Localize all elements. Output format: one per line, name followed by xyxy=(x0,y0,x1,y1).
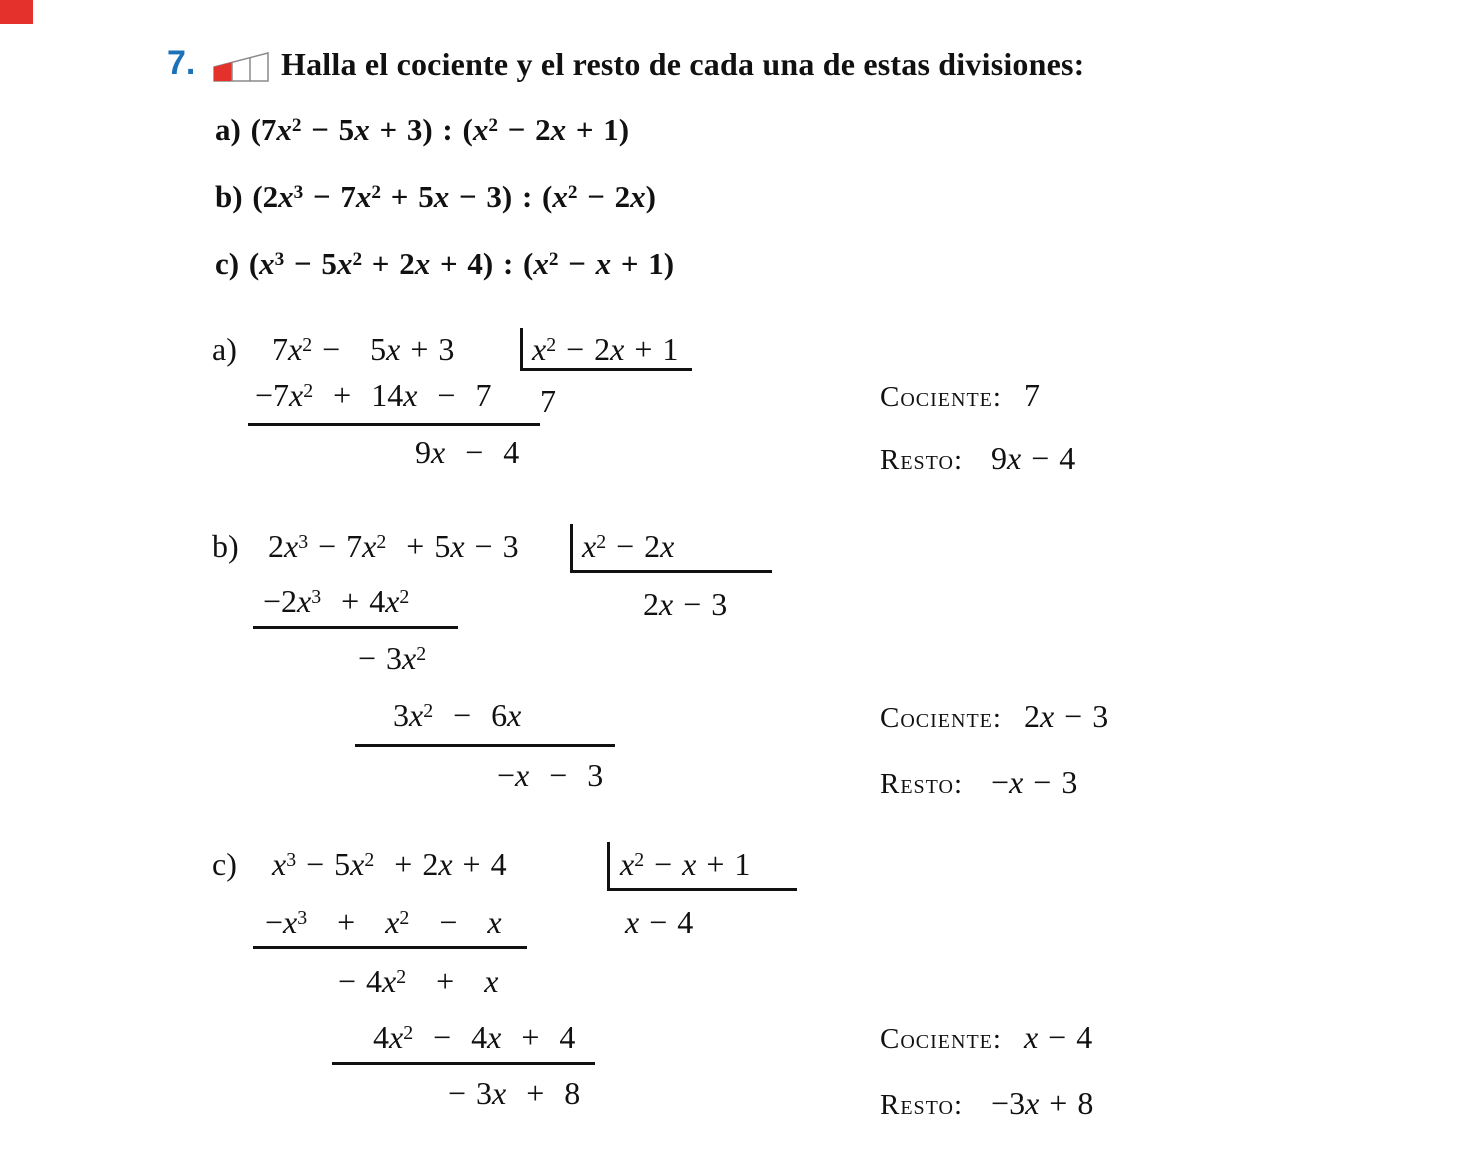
solution-a-quotient: 7 xyxy=(540,383,556,419)
exercise-title: Halla el cociente y el resto de cada una de estas divisiones: xyxy=(281,46,1085,82)
subtraction-line-b1 xyxy=(253,626,458,629)
resto-value-b: −x − 3 xyxy=(991,764,1078,800)
division-bracket-horizontal-a xyxy=(520,368,692,371)
solution-c-divisor: $x^2 - x + 1$ xyxy=(620,846,751,882)
exercise-number: 7. xyxy=(167,44,196,82)
solution-c-dividend: $x^3 - 5x^2 + 2x + 4$ xyxy=(272,846,507,882)
resto-label-b: Resto: xyxy=(880,768,964,800)
division-bracket-vertical-a xyxy=(520,328,523,370)
problem-c: c) $(x^3 - 5x^2 + 2x + 4)$ : $(x^2 - x + 1)$ xyxy=(215,246,675,281)
solution-b-step-1: $-2x^3 + 4x^2$ xyxy=(263,583,410,619)
solution-a-divisor: $x^2 - 2x + 1$ xyxy=(532,331,679,367)
resto-value-c: −3x + 8 xyxy=(991,1085,1094,1121)
solution-b-divisor: $x^2 - 2x$ xyxy=(582,528,675,564)
resto-row-a xyxy=(880,440,1075,478)
problem-a: a) $(7x^2 - 5x + 3)$ : $(x^2 - 2x + 1)$ xyxy=(215,112,630,147)
solution-b-step-3: $3x^2 - 6x$ xyxy=(393,697,522,733)
solution-c-step-2: − $4x^2 + x$ xyxy=(338,963,499,999)
resto-label-a: Resto: xyxy=(880,444,964,476)
solution-a-dividend: $7x^2 - 5x + 3$ xyxy=(272,331,455,367)
cociente-value-c: x − 4 xyxy=(1023,1019,1093,1055)
solution-c-step-1: $-x^3 + x^2 - x$ xyxy=(265,904,502,940)
resto-row-c xyxy=(880,1085,1093,1123)
solution-c-quotient: x − 4 xyxy=(625,904,694,940)
cociente-row-b xyxy=(880,698,1108,736)
resto-value-a: 9x − 4 xyxy=(991,440,1076,476)
problem-b: b) $(2x^3 - 7x^2 + 5x - 3)$ : $(x^2 - 2x)$ xyxy=(215,179,656,214)
subtraction-line-a xyxy=(248,423,540,426)
resto-label-c: Resto: xyxy=(880,1089,964,1121)
cociente-row-c xyxy=(880,1019,1092,1057)
cociente-value-b: 2x − 3 xyxy=(1023,698,1109,734)
page-corner-tab xyxy=(0,0,33,24)
resto-row-b xyxy=(880,764,1077,802)
cociente-row-a xyxy=(880,377,1040,415)
solution-b-remainder-row: −x − 3 xyxy=(497,757,604,793)
division-bracket-horizontal-b xyxy=(570,570,772,573)
solution-a-remainder-row: 9x − 4 xyxy=(415,434,520,470)
division-bracket-vertical-c xyxy=(607,842,610,891)
solution-b-dividend: $2x^3 - 7x^2 + 5x - 3$ xyxy=(268,528,519,564)
division-bracket-vertical-b xyxy=(570,524,573,572)
cociente-label-b: Cociente: xyxy=(880,702,1002,734)
division-bracket-horizontal-c xyxy=(607,888,797,891)
subtraction-line-c1 xyxy=(253,946,527,949)
difficulty-meter-icon xyxy=(213,52,269,87)
solution-c-label: c) xyxy=(212,846,237,882)
subtraction-line-c2 xyxy=(332,1062,595,1065)
cociente-label-c: Cociente: xyxy=(880,1023,1002,1055)
cociente-label-a: Cociente: xyxy=(880,381,1002,413)
solution-c-step-3: $4x^2 - 4x + 4$ xyxy=(373,1019,576,1055)
solution-b-quotient: 2x − 3 xyxy=(643,586,728,622)
solution-b-label: b) xyxy=(212,528,239,564)
subtraction-line-b2 xyxy=(355,744,615,747)
solution-a-step-1: $-7x^2 + 14x - 7$ xyxy=(255,377,492,413)
cociente-value-a: 7 xyxy=(1023,377,1040,413)
solution-b-step-2: − $3x^2$ xyxy=(358,640,427,676)
solution-c-remainder-row: − 3x + 8 xyxy=(448,1075,581,1111)
solution-a-label: a) xyxy=(212,331,237,367)
